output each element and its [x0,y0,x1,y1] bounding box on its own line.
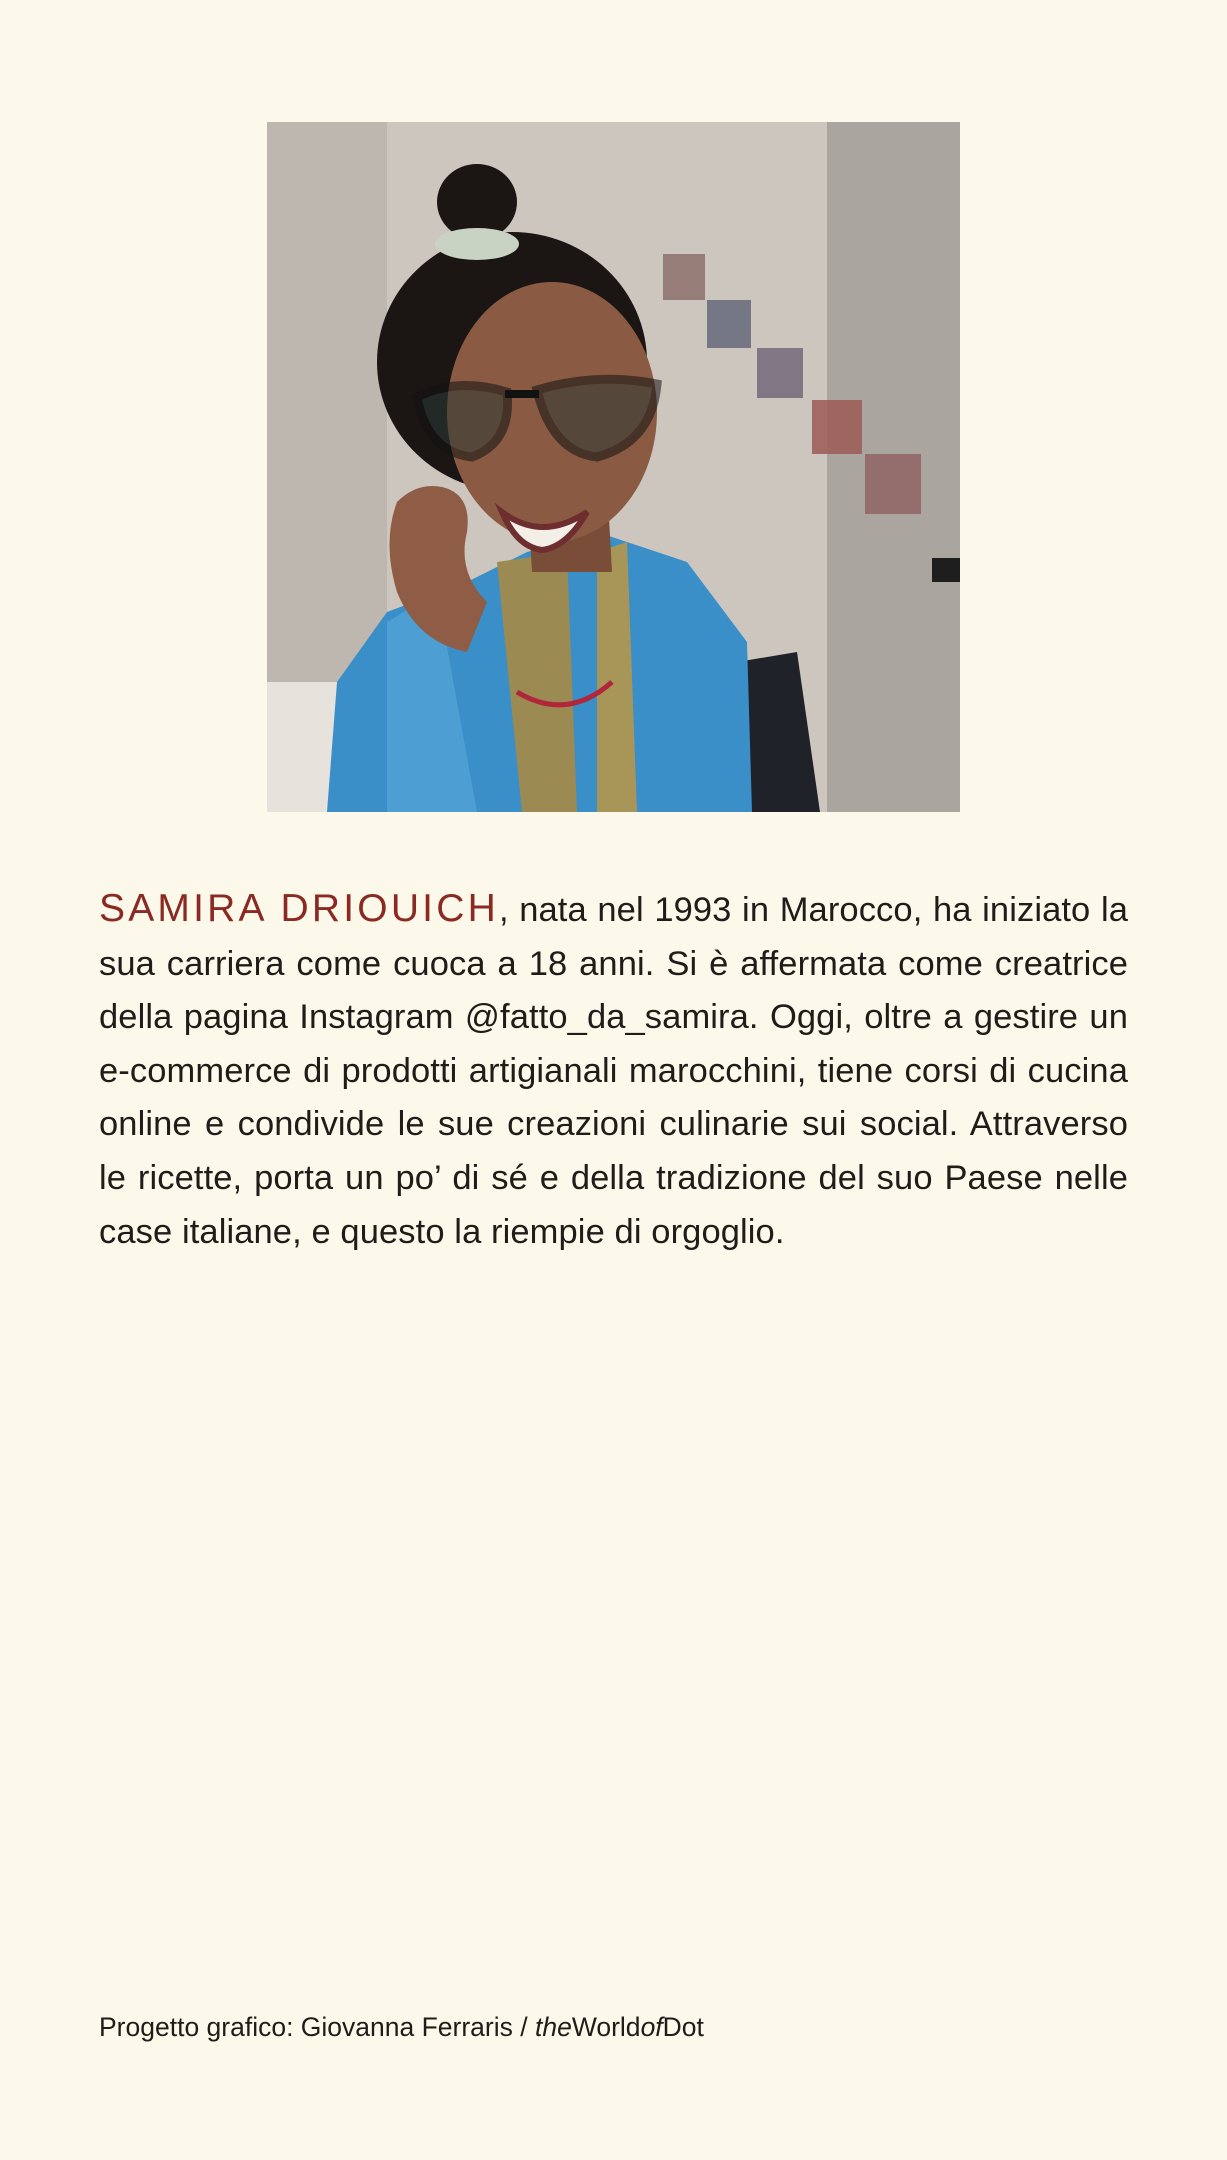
author-photo [267,122,960,812]
brand-world: World [571,2012,641,2042]
author-portrait-illustration [267,122,960,812]
author-bio [99,882,1128,1259]
design-credits [99,2009,704,2045]
author-bio-text: , nata nel 1993 in Marocco, ha iniziato la sua carriera come cuoca a 18 anni. Si è affermata come creatrice della pagina Instagram @fatto_da_samira. Oggi, oltre a gestire un e-commerce di prodotti artigianali marocchini, tiene corsi di cucina online e condivide le sue creazioni culinarie sui social. Attraverso le ricette, porta un po’ di sé e della tradizione del suo Paese nelle case italiane, e questo la riempie di orgoglio. [99,891,1128,1251]
brand-dot: Dot [662,2012,704,2042]
brand-the: the [534,2012,572,2042]
author-name: SAMIRA DRIOUICH [99,887,499,930]
brand-of: of [640,2012,663,2042]
credits-prefix: Progetto grafico: Giovanna Ferraris / [99,2012,535,2042]
